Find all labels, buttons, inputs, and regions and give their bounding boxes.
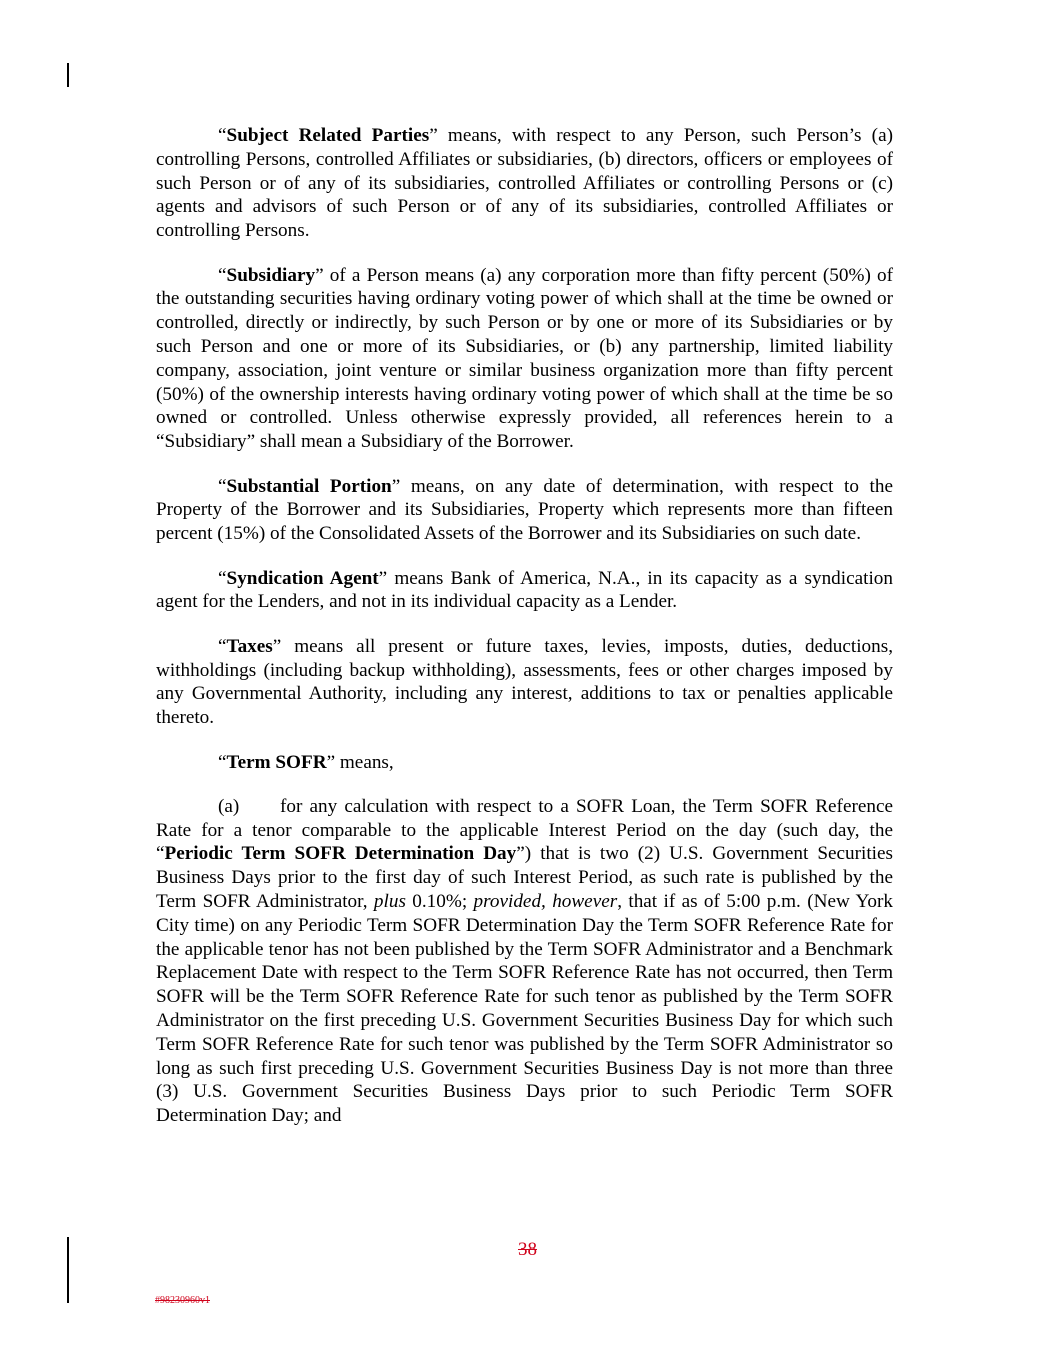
definition-substantial-portion: “Substantial Portion” means, on any date of determination, with respect to the Property of the Borrower and its Subsidiaries, Property which represents more than fifteen percent (15%) of the Consolidated Assets of the Borrower and its Subsidiaries on such date.	[156, 475, 893, 545]
definition-term-sofr: “Term SOFR” means,	[218, 751, 394, 773]
definition-subject-related-parties: “Subject Related Parties” means, with respect to any Person, such Person’s (a) controlling Persons, controlled Affiliates or subsidiaries, (b) directors, officers or employees of such Person or of any of its subsidiaries, controlled Affiliates or controlling Persons or (c) agents and advisors of such Person or of any of its subsidiaries, controlled Affiliates or controlling Persons.	[156, 125, 893, 242]
change-bar-top	[67, 63, 69, 87]
definition-syndication-agent: “Syndication Agent” means Bank of America, N.A., in its capacity as a syndication agent for the Lenders, and not in its individual capacity as a Lender.	[156, 567, 893, 613]
defined-term: Taxes	[226, 635, 273, 657]
document-body	[156, 124, 893, 1149]
defined-term: Substantial Portion	[226, 475, 392, 497]
clause-marker: (a)	[218, 795, 240, 817]
page-number: 38	[518, 1239, 537, 1260]
definition-subsidiary: “Subsidiary” of a Person means (a) any corporation more than fifty percent (50%) of the outstanding securities having ordinary voting power of which shall at the time be owned or controlled, directly or indirectly, by such Person or by one or more of its Subsidiaries or by such Person and one or more of its Subsidiaries, or (b) any partnership, limited liability company, association, joint venture or similar business organization more than fifty percent (50%) of the ownership interests having ordinary voting power of which shall at the time be so owned or controlled. Unless otherwise expressly provided, all references herein to a “Subsidiary” shall mean a Subsidiary of the Borrower.	[156, 264, 893, 453]
defined-term: Term SOFR	[226, 751, 327, 773]
term-sofr-clause-a: (a) for any calculation with respect to a SOFR Loan, the Term SOFR Reference Rate for a tenor comparable to the applicable Interest Period on the day (such day, the “Periodic Term SOFR Determination Day”) that is two (2) U.S. Government Securities Business Days prior to the first day of such Interest Period, as such rate is published by the Term SOFR Administrator, plus 0.10%; provided, however, that if as of 5:00 p.m. (New York City time) on any Periodic Term SOFR Determination Day the Term SOFR Reference Rate for the applicable tenor has not been published by the Term SOFR Administrator and a Benchmark Replacement Date with respect to the Term SOFR Reference Rate has not occurred, then Term SOFR will be the Term SOFR Reference Rate for such tenor as published by the Term SOFR Administrator on the first preceding U.S. Government Securities Business Day for which such Term SOFR Reference Rate for such tenor was published by the Term SOFR Administrator so long as such first preceding U.S. Government Securities Business Day is not more than three (3) U.S. Government Securities Business Days prior to such Periodic Term SOFR Determination Day; and	[156, 795, 893, 1127]
defined-term: Subsidiary	[226, 264, 316, 286]
definition-taxes: “Taxes” means all present or future taxes, levies, imposts, duties, deductions, withholdings (including backup withholding), assessments, fees or other charges imposed by any Governmental Authority, including any interest, additions to tax or penalties applicable thereto.	[156, 635, 893, 729]
defined-term: Syndication Agent	[226, 567, 379, 589]
defined-term: Subject Related Parties	[226, 125, 430, 146]
document-id: #98230960v1	[155, 1295, 210, 1306]
defined-term: Periodic Term SOFR Determination Day	[164, 843, 517, 865]
